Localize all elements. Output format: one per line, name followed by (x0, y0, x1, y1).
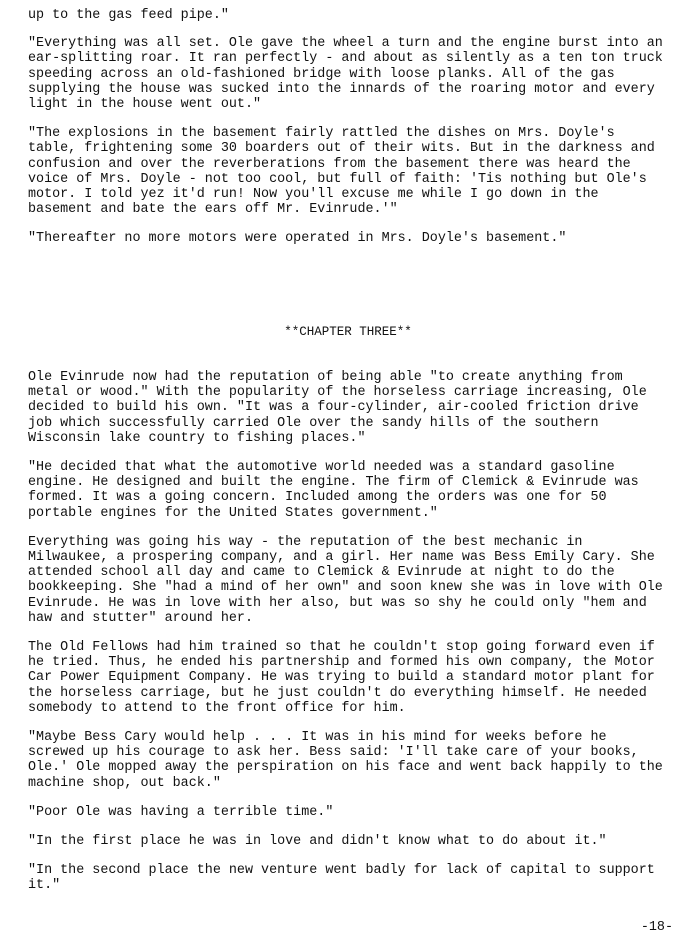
paragraph-first-place: "In the first place he was in love and didn't know what to do about it." (28, 834, 607, 850)
paragraph-maybe-bess: "Maybe Bess Cary would help . . . It was in his mind for weeks before he screwed up his courage to ask her. Bess said: 'I'll take care of your books, Ole.' Ole mopped away the perspiration on his face and went back happily to the machine shop, out back." (28, 730, 663, 791)
document-page-lower (28, 370, 668, 908)
document-page (28, 8, 668, 261)
paragraph-no-more-motors: "Thereafter no more motors were operated in Mrs. Doyle's basement." (28, 231, 567, 247)
paragraph-old-fellows: The Old Fellows had him trained so that he couldn't stop going forward even if he tried. Thus, he ended his partnership and formed his own company, the Motor Car Power Equipment Company. He was trying to build a standard motor plant for the horseless carriage, but he just couldn't do everything himself. He needed somebody to attend to the front office for him. (28, 640, 655, 716)
paragraph-gas-feed-pipe: up to the gas feed pipe." (28, 8, 229, 23)
paragraph-engine-roar: "Everything was all set. Ole gave the wheel a turn and the engine burst into an ear-splitting roar. It ran perfectly - and about as silently as a ten ton truck speeding across an old-fashioned bridge with loose planks. All of the gas supplying the house was sucked into the innards of the roaring motor and every light in the house went out." (28, 36, 663, 113)
paragraph-poor-ole: "Poor Ole was having a terrible time." (28, 804, 334, 820)
paragraph-explosions-basement: "The explosions in the basement fairly rattled the dishes on Mrs. Doyle's table, frightening some 30 boarders out of their wits. But in the darkness and confusion and over the reverberations from the basement there was heard the voice of Mrs. Doyle - not too cool, but full of faith: 'Tis nothing but Ole's motor. I told yez it'd run! Now you'll excuse me while I go down in the basement and bate the ears off Mr. Evinrude.'" (28, 126, 655, 218)
paragraph-gasoline-engine: "He decided that what the automotive world needed was a standard gasoline engine. He designed and built the engine. The firm of Clemick & Evinrude was formed. It was a going concern. Included among the orders was one for 50 portable engines for the United States government." (28, 460, 639, 521)
paragraph-bess-cary: Everything was going his way - the reputation of the best mechanic in Milwaukee, a prospering company, and a girl. Her name was Bess Emily Cary. She attended school all day and came to Clemick & Evinrude at night to do the bookkeeping. She "had a mind of her own" and soon knew she was in love with Ole Evinrude. He was in love with her also, but was so shy he could only "hem and haw and stutter" around her. (28, 534, 663, 626)
page-number: -18- (640, 920, 673, 935)
paragraph-second-place: "In the second place the new venture went badly for lack of capital to support it." (28, 863, 655, 894)
paragraph-reputation: Ole Evinrude now had the reputation of being able "to create anything from metal or wood." With the popularity of the horseless carriage increasing, Ole decided to build his own. "It was a four-cylinder, air-cooled friction drive job which successfully carried Ole over the sandy hills of the southern Wisconsin lake country to fishing places." (28, 370, 647, 446)
chapter-heading: **CHAPTER THREE** (284, 325, 412, 339)
